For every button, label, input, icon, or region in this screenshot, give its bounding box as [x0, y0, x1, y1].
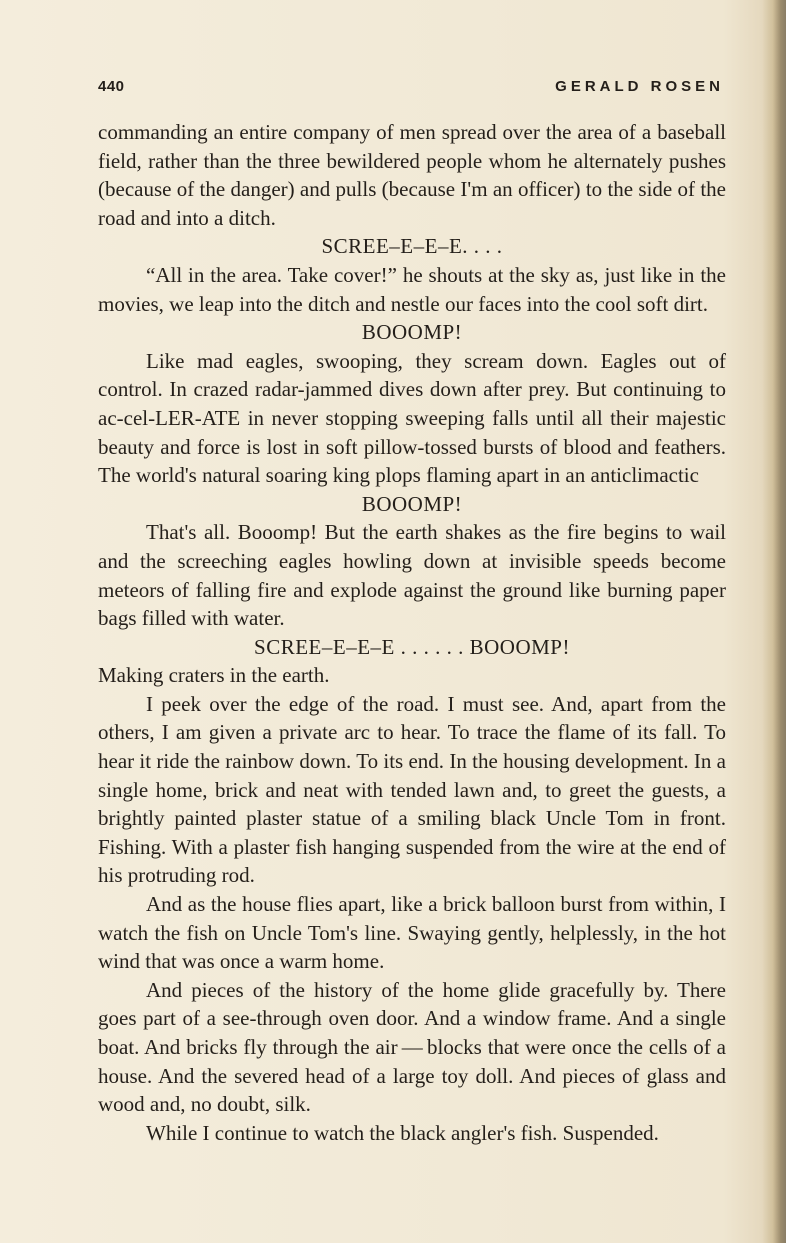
paragraph: And as the house flies apart, like a brick balloon burst from within, I watch the fish on Uncle Tom's line. Swaying gently, helplessly, in the hot wind that was once a warm home.	[98, 892, 726, 974]
page-header	[98, 78, 724, 102]
paragraph: That's all. Booomp! But the earth shakes as the fire begins to wail and the screeching eagles howling down at invisible speeds become meteors of falling fire and explode against the ground like burning paper bags filled with water.	[98, 520, 726, 631]
page-binding-shadow	[762, 0, 786, 1243]
sound-effect-line: SCREE–E–E–E. . . .	[321, 234, 503, 259]
paragraph: I peek over the edge of the road. I must see. And, apart from the others, I am given a private arc to hear. To trace the flame of its fall. To hear it ride the rainbow down. To its end. In the housing development. In a single home, brick and neat with tended lawn and, to greet the guests, a brightly painted plaster statue of a smiling black Uncle Tom in front. Fishing. With a plaster fish hanging suspended from the wire at the end of his protruding rod.	[98, 691, 726, 888]
body-text	[98, 118, 726, 1147]
page-number: 440	[98, 78, 125, 95]
paragraph: “All in the area. Take cover!” he shouts at the sky as, just like in the movies, we leap into the ditch and nestle our faces into the cool soft dirt.	[98, 262, 726, 316]
paragraph: commanding an entire company of men spread over the area of a baseball field, rather than the three bewildered people whom he alternately pushes (because of the danger) and pulls (because I'm an officer) to the side of the road and into a ditch.	[98, 120, 726, 230]
sound-effect-line: BOOOMP!	[361, 491, 463, 516]
sound-effect-line: SCREE–E–E–E . . . . . . BOOOMP!	[254, 634, 570, 659]
paragraph: And pieces of the history of the home glide gracefully by. There goes part of a see-through oven door. And a window frame. And a single boat. And bricks fly through the air — blocks that were once the cells of a house. And the severed head of a large toy doll. And pieces of glass and wood and, no doubt, silk.	[98, 977, 726, 1117]
paragraph: Making craters in the earth.	[98, 663, 330, 688]
running-head-author: GERALD ROSEN	[555, 78, 724, 95]
sound-effect-line: BOOOMP!	[361, 320, 463, 345]
paragraph: Like mad eagles, swooping, they scream down. Eagles out of control. In crazed radar-jammed dives down after prey. But continuing to ac-cel-LER-ATE in never stopping sweeping falls until all their majestic beauty and force is lost in soft pillow-tossed bursts of blood and feathers. The world's natural soaring king plops flaming apart in an anticlimactic	[98, 348, 726, 488]
paragraph: While I continue to watch the black angler's fish. Suspended.	[146, 1120, 659, 1145]
